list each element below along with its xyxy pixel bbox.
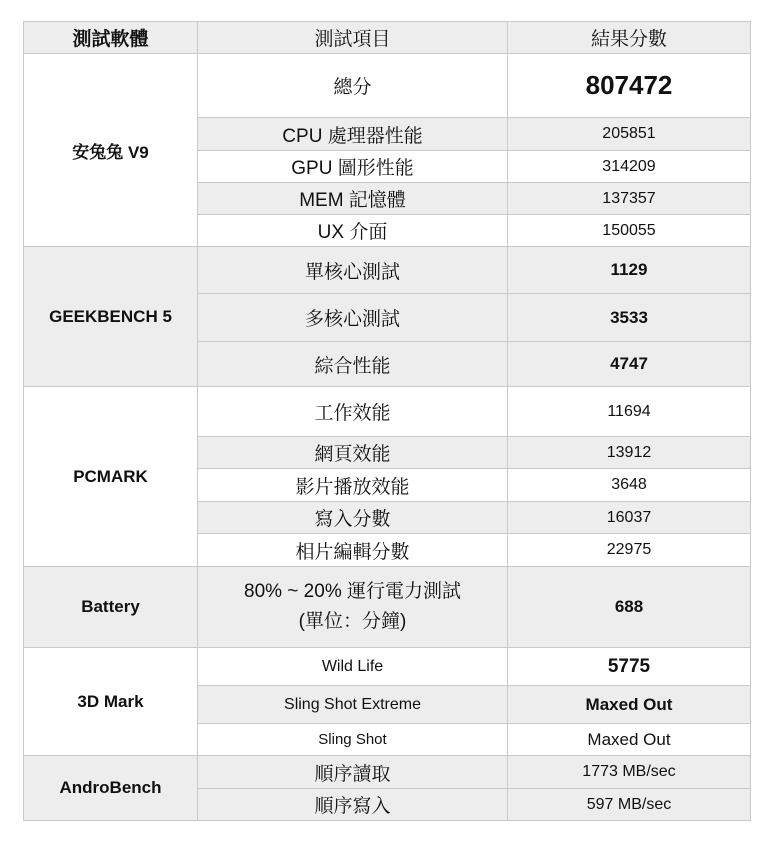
- antutu-total-value: 807472: [508, 54, 751, 118]
- geekbench-multi-label: 多核心測試: [198, 294, 508, 342]
- geekbench-overall-value: 4747: [508, 342, 751, 387]
- header-item: 測試項目: [198, 22, 508, 54]
- table-row: [24, 387, 751, 437]
- threedmark-wildlife-label: Wild Life: [198, 648, 508, 686]
- threedmark-wildlife-value: 5775: [508, 648, 751, 686]
- antutu-mem-value: 137357: [508, 183, 751, 215]
- pcmark-write-label: 寫入分數: [198, 502, 508, 534]
- table-row: [24, 54, 751, 118]
- threedmark-sse-label: Sling Shot Extreme: [198, 686, 508, 724]
- table-row: [24, 648, 751, 686]
- pcmark-name: PCMARK: [24, 387, 198, 567]
- antutu-cpu-value: 205851: [508, 118, 751, 151]
- table-row: [24, 247, 751, 294]
- antutu-cpu-label: CPU 處理器性能: [198, 118, 508, 151]
- battery-label-line1: 80% ~ 20% 運行電力測試: [244, 581, 461, 602]
- geekbench-multi-value: 3533: [508, 294, 751, 342]
- antutu-gpu-value: 314209: [508, 151, 751, 183]
- geekbench-name: GEEKBENCH 5: [24, 247, 198, 387]
- pcmark-photo-label: 相片編輯分數: [198, 534, 508, 567]
- androbench-write-label: 順序寫入: [198, 789, 508, 821]
- antutu-total-label: 總分: [198, 54, 508, 118]
- antutu-ux-value: 150055: [508, 215, 751, 247]
- pcmark-write-value: 16037: [508, 502, 751, 534]
- antutu-mem-label: MEM 記憶體: [198, 183, 508, 215]
- geekbench-single-value: 1129: [508, 247, 751, 294]
- antutu-name: 安兔兔 V9: [24, 54, 198, 247]
- battery-label-line2: (單位：分鐘): [298, 611, 407, 632]
- pcmark-photo-value: 22975: [508, 534, 751, 567]
- antutu-gpu-label: GPU 圖形性能: [198, 151, 508, 183]
- androbench-read-label: 順序讀取: [198, 756, 508, 789]
- battery-name: Battery: [24, 567, 198, 648]
- threedmark-sse-value: Maxed Out: [508, 686, 751, 724]
- pcmark-work-label: 工作效能: [198, 387, 508, 437]
- geekbench-overall-label: 綜合性能: [198, 342, 508, 387]
- pcmark-web-value: 13912: [508, 437, 751, 469]
- pcmark-work-value: 11694: [508, 387, 751, 437]
- threedmark-ss-value: Maxed Out: [508, 724, 751, 756]
- table-row: [24, 756, 751, 789]
- threedmark-name: 3D Mark: [24, 648, 198, 756]
- battery-label: [198, 567, 508, 648]
- androbench-read-value: 1773 MB/sec: [508, 756, 751, 789]
- header-row: [24, 22, 751, 54]
- androbench-write-value: 597 MB/sec: [508, 789, 751, 821]
- table-row: [24, 567, 751, 648]
- pcmark-video-label: 影片播放效能: [198, 469, 508, 502]
- header-result: 結果分數: [508, 22, 751, 54]
- pcmark-web-label: 網頁效能: [198, 437, 508, 469]
- threedmark-ss-label: Sling Shot: [198, 724, 508, 756]
- benchmark-table: [23, 21, 751, 821]
- header-software: 測試軟體: [24, 22, 198, 54]
- androbench-name: AndroBench: [24, 756, 198, 821]
- geekbench-single-label: 單核心測試: [198, 247, 508, 294]
- pcmark-video-value: 3648: [508, 469, 751, 502]
- antutu-ux-label: UX 介面: [198, 215, 508, 247]
- battery-value: 688: [508, 567, 751, 648]
